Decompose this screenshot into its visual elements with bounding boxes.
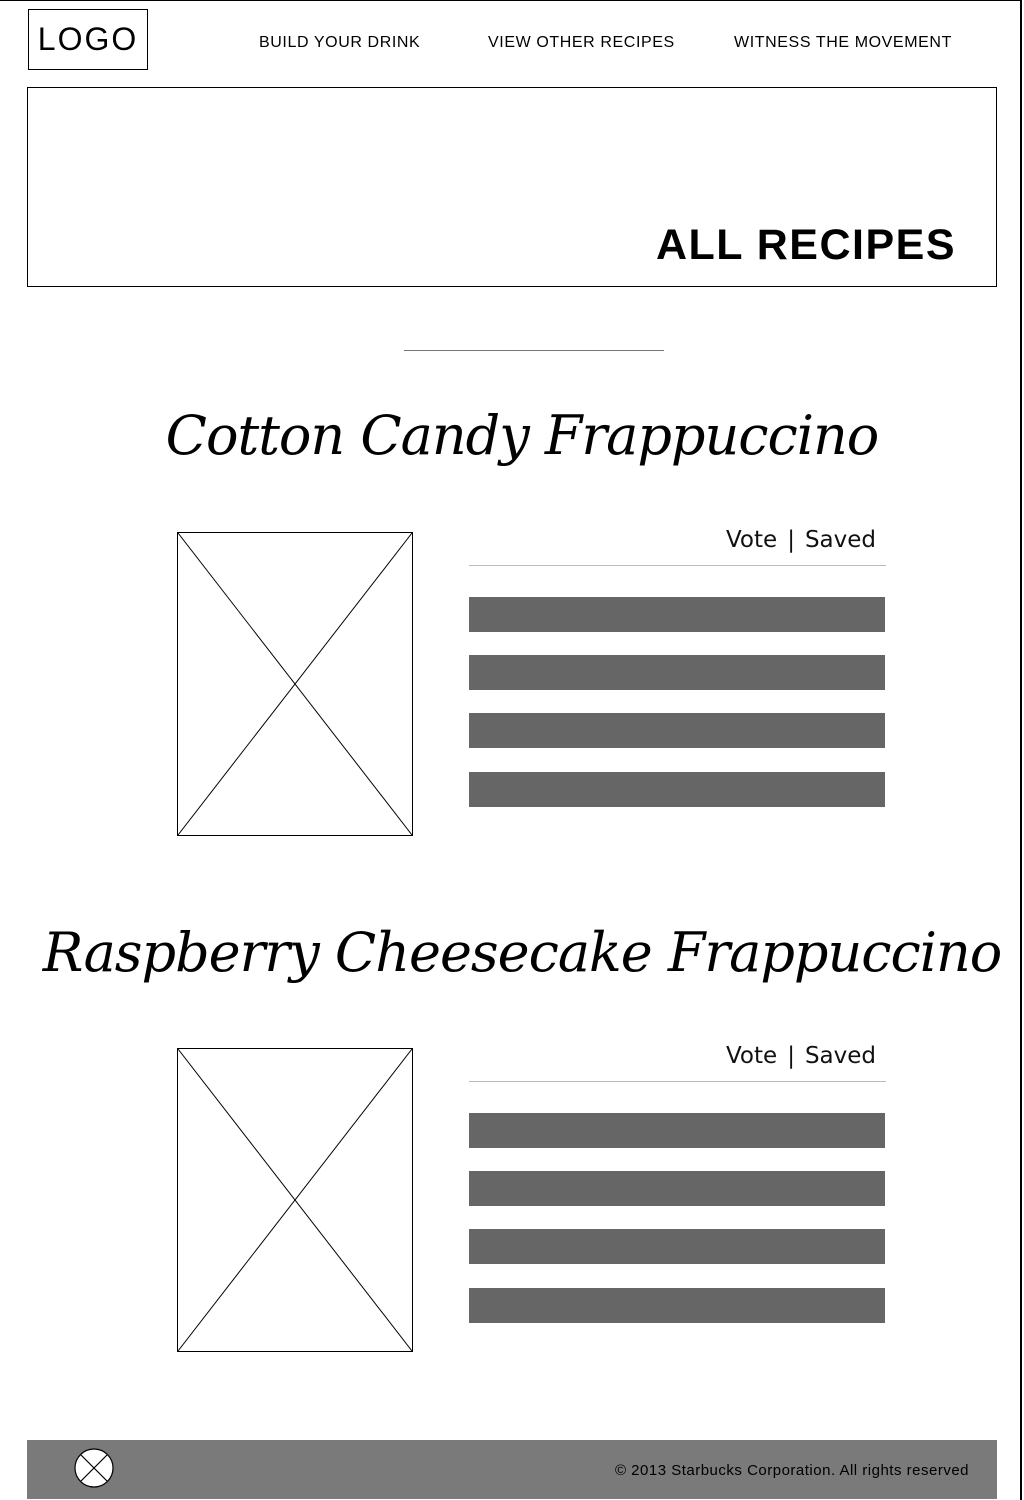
image-placeholder-icon <box>74 1448 114 1488</box>
actions-separator: | <box>787 1043 795 1069</box>
actions-rule <box>469 1081 886 1082</box>
recipe-detail-bar <box>469 772 885 807</box>
image-placeholder-icon <box>178 533 412 835</box>
page-title: ALL RECIPES <box>655 221 956 269</box>
recipe-title: Raspberry Cheesecake Frappuccino <box>42 921 1002 984</box>
recipe-actions <box>726 527 876 553</box>
footer <box>27 1440 997 1499</box>
logo[interactable]: LOGO <box>28 9 148 70</box>
recipe-detail-bar <box>469 1229 885 1264</box>
vote-link[interactable]: Vote <box>725 527 778 553</box>
recipe-title: Cotton Candy Frappuccino <box>165 404 879 467</box>
image-placeholder-icon <box>178 1049 412 1351</box>
actions-separator: | <box>787 527 795 553</box>
recipe-actions <box>726 1043 876 1069</box>
nav-view-other-recipes[interactable]: VIEW OTHER RECIPES <box>488 34 675 51</box>
hero-banner <box>27 87 997 287</box>
recipe-detail-bar <box>469 1113 885 1148</box>
nav-witness-the-movement[interactable]: WITNESS THE MOVEMENT <box>734 34 952 51</box>
saved-link[interactable]: Saved <box>804 1043 876 1069</box>
copyright-text: © 2013 Starbucks Corporation. All rights reserved <box>614 1462 969 1479</box>
vote-link[interactable]: Vote <box>725 1043 778 1069</box>
recipe-detail-bar <box>469 1171 885 1206</box>
recipe-image <box>177 1048 413 1352</box>
actions-rule <box>469 565 886 566</box>
recipe-detail-bar <box>469 655 885 690</box>
recipe-detail-bar <box>469 713 885 748</box>
recipe-image <box>177 532 413 836</box>
recipe-detail-bar <box>469 597 885 632</box>
footer-image-icon <box>74 1448 114 1488</box>
section-divider <box>404 350 664 351</box>
nav-build-your-drink[interactable]: BUILD YOUR DRINK <box>259 34 421 51</box>
saved-link[interactable]: Saved <box>804 527 876 553</box>
recipe-detail-bar <box>469 1288 885 1323</box>
